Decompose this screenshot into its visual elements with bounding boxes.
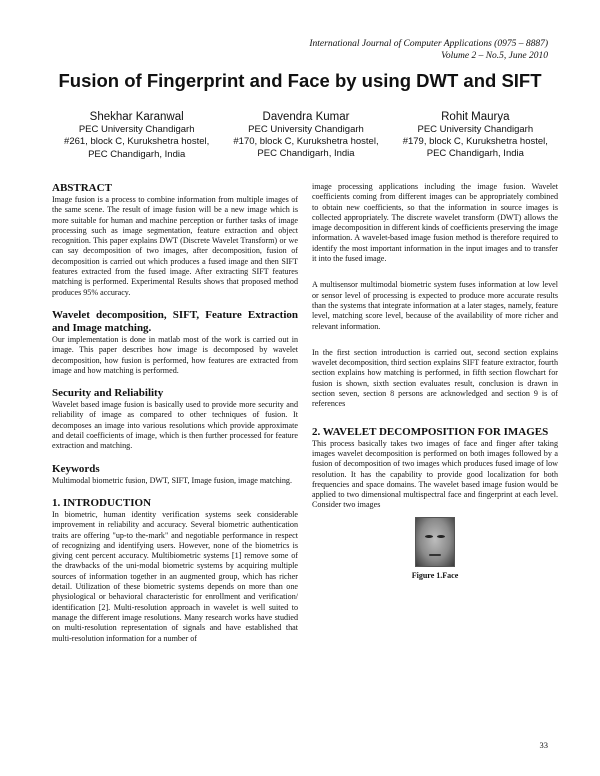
page-number: 33	[539, 740, 548, 750]
journal-header	[309, 38, 548, 62]
author-address: #170, block C, Kurukshetra hostel,	[233, 136, 379, 147]
author-affiliation: PEC University Chandigarh	[417, 124, 534, 135]
author-affiliation: PEC University Chandigarh	[78, 124, 195, 135]
section2-heading: 2. WAVELET DECOMPOSITION FOR IMAGES	[312, 425, 549, 438]
right-column	[312, 182, 558, 581]
author-affiliation: PEC University Chandigarh	[248, 124, 364, 135]
intro-continued-text: image processing applications including the image fusion. Wavelet coefficients coming from different images can be appropriately combined to obtain new coefficients, so that the information in source images is collected appropriately. The discrete wavelet transform (DWT) allows the image decomposition in different kinds of coefficients preserving the image information. A wavelet-based image fusion method is therefore required to identify the most important information in the input images and to transfer it into the fused image.	[312, 182, 558, 264]
abstract-text: Image fusion is a process to combine information from multiple images of the same scene. The result of image fusion will be a new image which is more suitable for human and machine perception or further tasks of image processing such as image segmentation, feature extraction and object recognition. This paper explains DWT (Discrete Wavelet Transform) or we can say decomposition of two images, after decomposition, fusion of decomposition is carried out which produces a fused image and then SIFT features extracted from the fused image. After extracting SIFT features matching is performed. Experimental Results shows that proposed method produces 95% accuracy.	[52, 195, 298, 297]
author-3	[391, 110, 560, 162]
abstract-heading: ABSTRACT	[52, 182, 112, 194]
left-column	[52, 182, 298, 644]
wavelet-section-heading: Wavelet decomposition, SIFT, Feature Extraction and Image matching.	[52, 308, 298, 334]
face-mouth	[429, 554, 441, 556]
multisensor-text: A multisensor multimodal biometric system fuses information at low level or sensor level of processing is expected to produce more accurate results than the systems that integrate information at a later stages, namely, feature level, matching score level, because of the availability of more richer and relevant information.	[312, 280, 558, 331]
sections-overview-text: In the first section introduction is carried out, second section explains wavelet decomposition, third section explains SIFT feature extractor, fourth section explains how matching is performed, in fifth section flowchart for fusion is shown, sixth section evaluates result, conclusion is drawn in section seven, section 8 persons are acknowledged and section 9 is of references	[312, 347, 558, 409]
keywords-text: Multimodal biometric fusion, DWT, SIFT, Image fusion, image matching.	[52, 475, 292, 485]
author-name: Rohit Maurya	[441, 111, 510, 123]
wavelet-section-text: Our implementation is done in matlab most of the work is carried out in image. This paper describes how image is decomposed by wavelet decomposition, how fusion is performed, how features are extracted from image and how matching is performed.	[52, 334, 298, 375]
journal-volume: Volume 2 – No.5, June 2010	[441, 51, 548, 61]
figure-caption: Figure 1.Face	[411, 570, 459, 580]
author-2	[221, 110, 390, 162]
author-1	[52, 110, 221, 162]
paper-title: Fusion of Fingerprint and Face by using DWT and SIFT	[58, 70, 542, 91]
author-block	[52, 110, 560, 162]
author-address: #179, block C, Kurukshetra hostel,	[402, 136, 548, 147]
face-figure-image	[415, 517, 455, 567]
keywords-heading: Keywords	[52, 462, 100, 475]
author-address: PEC Chandigarh, India	[257, 148, 355, 159]
introduction-heading: 1. INTRODUCTION	[52, 496, 152, 509]
author-name: Shekhar Karanwal	[89, 111, 184, 123]
section2-text: This process basically takes two images of face and finger after taking images wavelet decomposition is performed on both images followed by a fusion of decomposition of two images which produces fused image of low resolution. It has the capability to provide good localization for both frequencies and space domains. The wavelet based image fusion would be applied to two dimensional multispectral face and fingerprint at each level. Consider two images	[312, 438, 558, 510]
face-eye-left	[425, 535, 433, 538]
author-name: Davendra Kumar	[262, 111, 350, 123]
face-eye-right	[437, 535, 445, 538]
security-text: Wavelet based image fusion is basically used to provide more security and reliability of image as compared to other techniques of fusion. It decomposes an image into various resolutions which provide approximate and detail coefficients of image, which is then further processed for feature extraction and matching.	[52, 400, 298, 451]
author-address: PEC Chandigarh, India	[426, 148, 524, 159]
security-heading: Security and Reliability	[52, 387, 164, 400]
introduction-text: In biometric, human identity verification systems seek considerable improvement in reliability and accuracy. Several biometric authentication traits are offering "up-to the-mark" and negotiable performance in respect of recognizing and identifying users. However, none of the biometrics is giving cent percent accuracy. Multibiometric systems [1] remove some of the drawbacks of the uni-modal biometric systems by acquiring multiple sources of information together in an augmented group, which has richer detail. Utilization of these biometric systems depends on more than one physiological or behavioral characteristic for enrollment and verification/ identification [2]. Multi-resolution approach in wavelet is well suited to manage the different image resolutions. Many research works have studied on multi-resolution representation of signals and have established that multi-resolution information for a number of	[52, 509, 298, 643]
journal-name: International Journal of Computer Applications (0975 – 8887)	[309, 39, 548, 49]
author-address: #261, block C, Kurukshetra hostel,	[64, 136, 210, 147]
author-address: PEC Chandigarh, India	[88, 149, 186, 160]
